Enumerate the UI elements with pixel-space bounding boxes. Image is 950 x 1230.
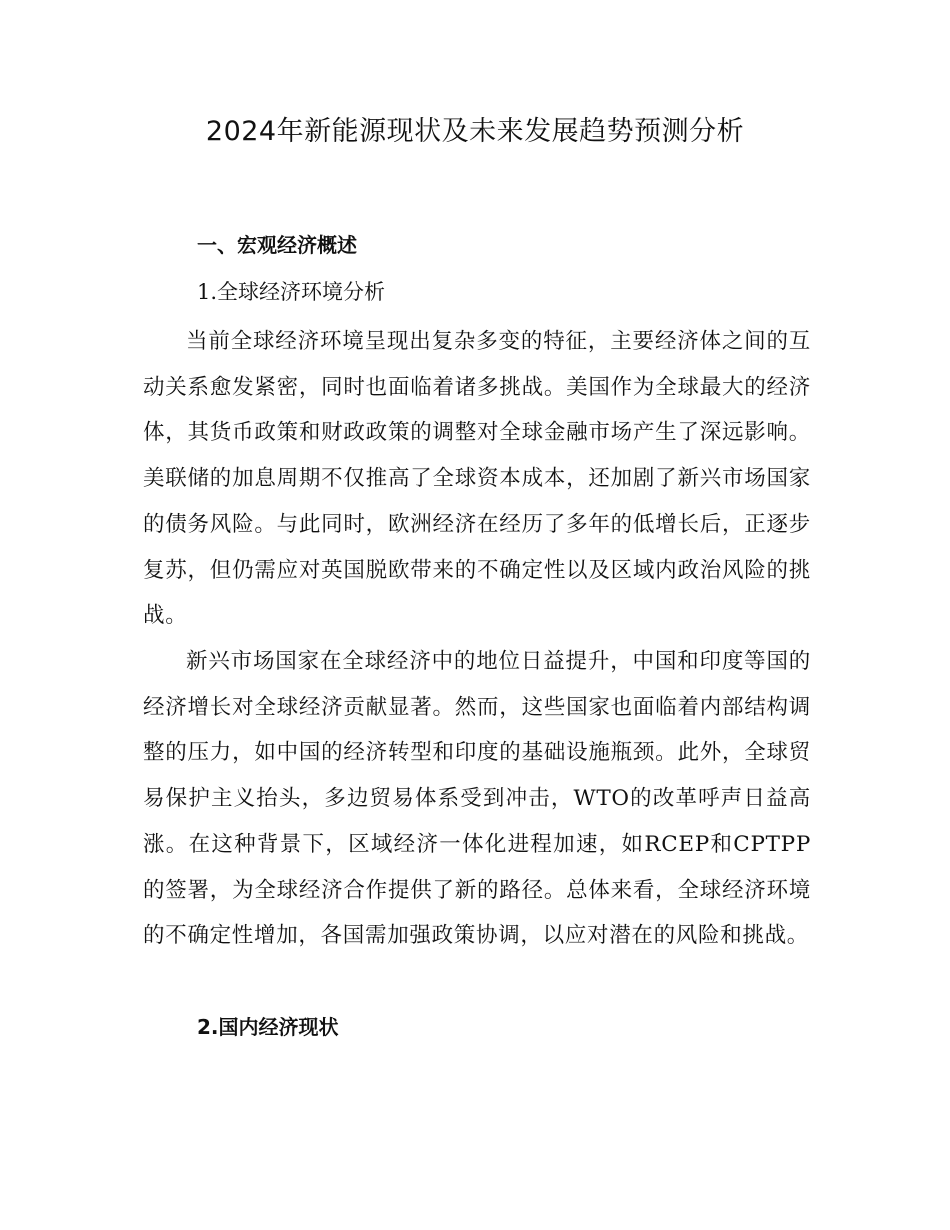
body-paragraph: 当前全球经济环境呈现出复杂多变的特征，主要经济体之间的互动关系愈发紧密，同时也面临着诸多挑战。美国作为全球最大的经济体，其货币政策和财政政策的调整对全球金融市场产生了深远影响。美联储的加息周期不仅推高了全球资本成本，还加剧了新兴市场国家的债务风险。与此同时，欧洲经济在经历了多年的低增长后，正逐步复苏，但仍需应对英国脱欧带来的不确定性以及区域内政治风险的挑战。: [143, 329, 811, 629]
body-paragraph: 新兴市场国家在全球经济中的地位日益提升，中国和印度等国的经济增长对全球经济贡献显著。然而，这些国家也面临着内部结构调整的压力，如中国的经济转型和印度的基础设施瓶颈。此外，全球贸易保护主义抬头，多边贸易体系受到冲击，WTO的改革呼声日益高涨。在这种背景下，区域经济一体化进程加速，如RCEP和CPTPP的签署，为全球经济合作提供了新的路径。总体来看，全球经济环境的不确定性增加，各国需加强政策协调，以应对潜在的风险和挑战。: [143, 649, 811, 949]
subsection-heading-global-economy: 1.全球经济环境分析: [197, 280, 386, 304]
document-title: 2024年新能源现状及未来发展趋势预测分析: [205, 116, 745, 147]
subsection-heading-domestic-economy: 2.国内经济现状: [197, 1015, 339, 1039]
section-heading-macro-economy: 一、宏观经济概述: [197, 233, 357, 257]
